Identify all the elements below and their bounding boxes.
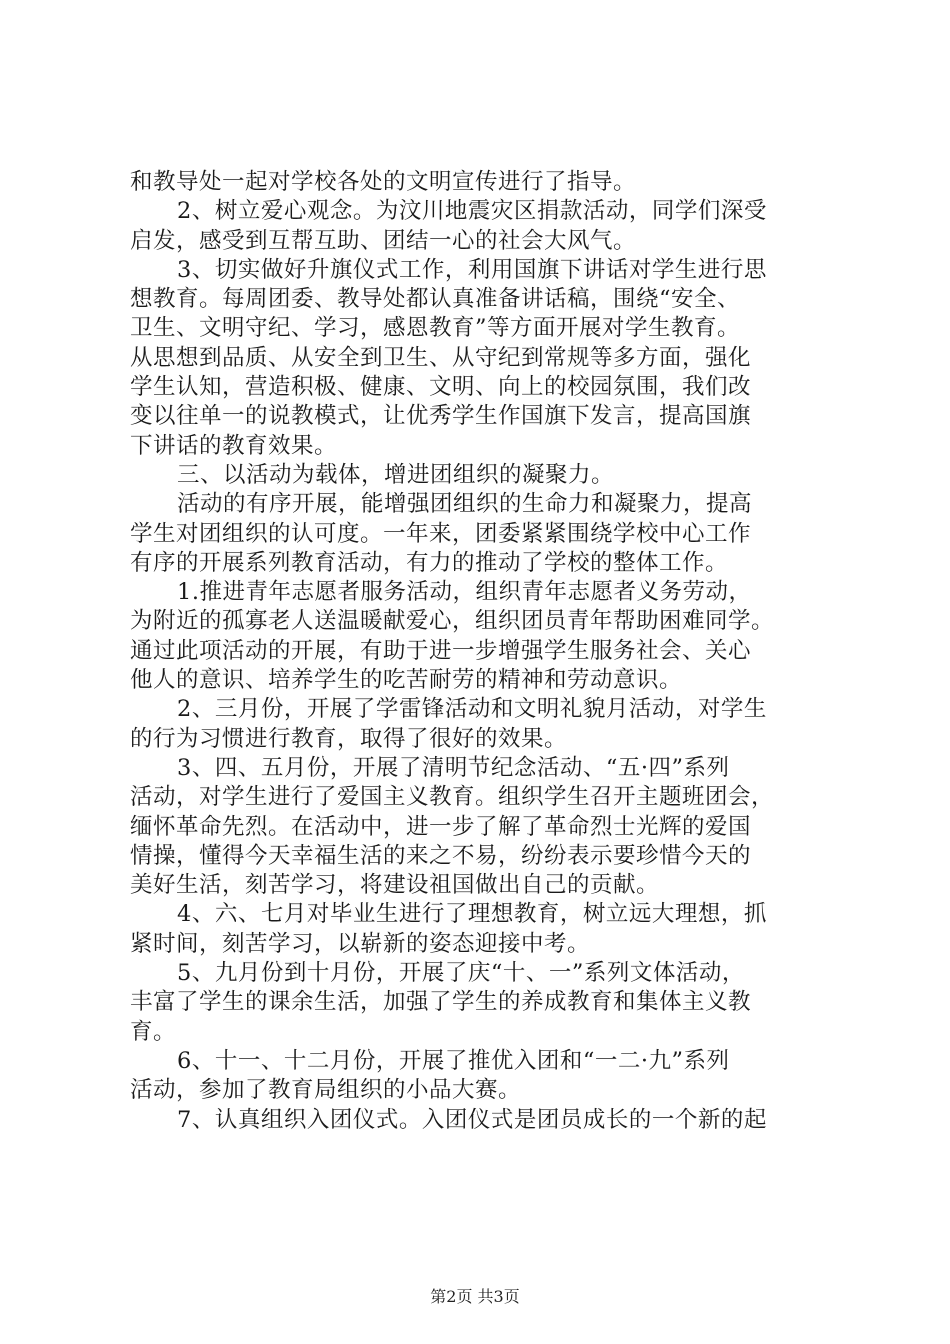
text-line: 启发，感受到互帮互助、团结一心的社会大风气。 <box>130 227 637 254</box>
page-number: 第2页 共3页 <box>430 1287 520 1306</box>
text-line: 他人的意识、培养学生的吃苦耐劳的精神和劳动意识。 <box>130 667 683 694</box>
text-line: 三、以活动为载体，增进团组织的凝聚力。 <box>177 461 615 488</box>
text-line: 6、十一、十二月份，开展了推优入团和“一二·九”系列 <box>177 1047 730 1074</box>
text-line: 活动，对学生进行了爱国主义教育。组织学生召开主题班团会， <box>130 784 775 811</box>
text-line: 变以往单一的说教模式，让优秀学生作国旗下发言，提高国旗 <box>130 403 752 430</box>
text-line: 为附近的孤寡老人送温暖献爱心，组织团员青年帮助困难同学。 <box>130 608 775 635</box>
text-line: 1.推进青年志愿者服务活动，组织青年志愿者义务劳动， <box>177 579 752 606</box>
text-line: 活动的有序开展，能增强团组织的生命力和凝聚力，提高 <box>177 491 753 518</box>
text-line: 育。 <box>130 1018 177 1045</box>
text-line: 2、三月份，开展了学雷锋活动和文明礼貌月活动，对学生 <box>177 696 767 723</box>
text-line: 3、四、五月份，开展了清明节纪念活动、“五·四”系列 <box>177 754 730 781</box>
text-line: 3、切实做好升旗仪式工作，利用国旗下讲话对学生进行思 <box>177 256 767 283</box>
text-line: 紧时间，刻苦学习，以崭新的姿态迎接中考。 <box>130 930 591 957</box>
text-line: 学生对团组织的认可度。一年来，团委紧紧围绕学校中心工作 <box>130 520 752 547</box>
text-line: 有序的开展系列教育活动，有力的推动了学校的整体工作。 <box>130 549 729 576</box>
text-line: 从思想到品质、从安全到卫生、从守纪到常规等多方面，强化 <box>130 344 752 371</box>
text-line: 卫生、文明守纪、学习，感恩教育”等方面开展对学生教育。 <box>130 315 741 342</box>
text-line: 7、认真组织入团仪式。入团仪式是团员成长的一个新的起 <box>177 1106 767 1133</box>
text-line: 想教育。每周团委、教导处都认真准备讲话稿，围绕“安全、 <box>130 286 741 313</box>
text-line: 和教导处一起对学校各处的文明宣传进行了指导。 <box>130 169 637 195</box>
text-line: 缅怀革命先烈。在活动中，进一步了解了革命烈士光辉的爱国 <box>130 813 752 840</box>
text-line: 活动，参加了教育局组织的小品大赛。 <box>130 1077 522 1104</box>
text-line: 下讲话的教育效果。 <box>130 432 338 459</box>
text-line: 通过此项活动的开展，有助于进一步增强学生服务社会、关心 <box>130 637 752 664</box>
text-line: 美好生活，刻苦学习，将建设祖国做出自己的贡献。 <box>130 872 660 899</box>
text-line: 的行为习惯进行教育，取得了很好的效果。 <box>130 725 568 752</box>
text-line: 5、九月份到十月份，开展了庆“十、一”系列文体活动， <box>177 960 745 987</box>
text-line: 情操，懂得今天幸福生活的来之不易，纷纷表示要珍惜今天的 <box>130 842 752 869</box>
text-line: 2、树立爱心观念。为汶川地震灾区捐款活动，同学们深受 <box>177 198 767 225</box>
text-line: 4、六、七月对毕业生进行了理想教育，树立远大理想，抓 <box>177 901 767 928</box>
page-footer <box>0 1284 950 1307</box>
text-line: 丰富了学生的课余生活，加强了学生的养成教育和集体主义教 <box>130 989 752 1016</box>
text-line: 学生认知，营造积极、健康、文明、向上的校园氛围，我们改 <box>130 374 752 401</box>
document-body <box>130 168 830 1135</box>
